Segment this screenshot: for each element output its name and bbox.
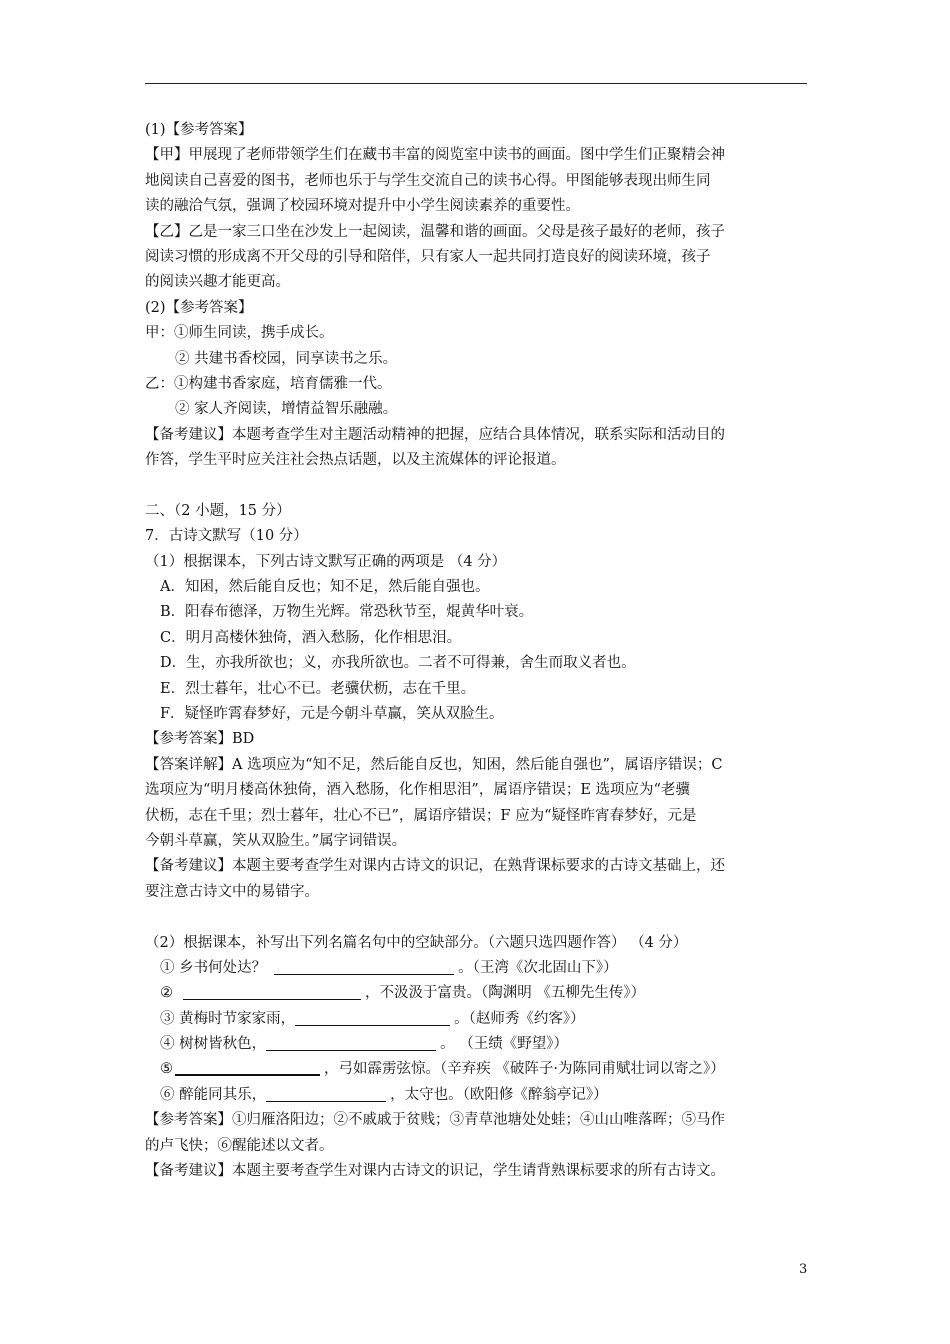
option-b: B．阳春布德泽，万物生光辉。常恐秋节至，焜黄华叶衰。: [160, 604, 534, 621]
option-f: F．疑怪昨霄春梦好，元是今朝斗草赢，笑从双脸生。: [160, 705, 504, 722]
explain-line: 选项应为“明月楼高休独倚，酒入愁肠，化作相思泪”，属语序错误；E 选项应为“老骥: [145, 782, 690, 799]
fill-prefix: ②: [160, 985, 173, 1002]
section-heading: 二、（2 小题，15 分）: [145, 502, 291, 519]
jia-answer-1: 甲：①师生同读，携手成长。: [145, 325, 334, 342]
advice-line: 作答，学生平时应关注社会热点话题，以及主流媒体的评论报道。: [145, 452, 566, 469]
fill-suffix: ，弓如霹雳弦惊。（辛弃疾 《破阵子·为陈同甫赋壮词以寄之》）: [324, 1061, 725, 1078]
fill-blank[interactable]: [266, 1034, 436, 1051]
jia-answer-2: ② 共建书香校园，同享读书之乐。: [175, 350, 398, 367]
q6-answer2-heading: (2)【参考答案】: [145, 299, 253, 316]
q7-sub1-prompt: （1）根据课本，下列古诗文默写正确的两项是 （4 分）: [145, 553, 507, 570]
fill-prefix: ⑥ 醉能同其乐，: [160, 1086, 267, 1103]
spacer: [145, 473, 815, 498]
q7-sub2-prompt: （2）根据课本，补写出下列名篇名句中的空缺部分。（六题只选四题作答） （4 分）: [145, 934, 688, 951]
yi-line: 的阅读兴趣才能更高。: [145, 274, 290, 291]
fill-blank[interactable]: [175, 1058, 320, 1076]
fill-suffix: 。（赵师秀《约客》）: [454, 1010, 585, 1027]
fill-prefix: ③ 黄梅时节家家雨，: [160, 1010, 296, 1027]
answer-bd: 【参考答案】BD: [145, 731, 255, 748]
fill-suffix: ，太守也。（欧阳修《醉翁亭记》）: [390, 1086, 608, 1103]
yi-line: 【乙】乙是一家三口坐在沙发上一起阅读，温馨和谐的画面。父母是孩子最好的老师，孩子: [145, 223, 725, 240]
answer-line: 【参考答案】①归雁洛阳边；②不戚戚于贫贱；③青草池塘处处蛙；④山山唯落晖；⑤马作: [145, 1112, 725, 1129]
fill-prefix: ④ 树树皆秋色，: [160, 1036, 267, 1053]
fill-blank[interactable]: [183, 983, 361, 1000]
fill-item-2: [145, 981, 815, 1006]
fill-blank[interactable]: [295, 1009, 450, 1026]
jia-line: 【甲】甲展现了老师带领学生们在藏书丰富的阅览室中读书的画面。图中学生们正聚精会神: [145, 147, 725, 164]
advice-line: 【备考建议】本题主要考查学生对课内古诗文的识记，学生请背熟课标要求的所有古诗文。: [145, 1163, 725, 1180]
explain-line: 伏枥，志在千里；烈士暮年，壮心不已”，属语序错误；F 应为“疑怪昨宵春梦好，元是: [145, 807, 697, 824]
fill-prefix: ① 乡书何处达？: [160, 959, 267, 976]
fill-item-3: [145, 1007, 815, 1032]
option-d: D．生，亦我所欲也；义，亦我所欲也。二者不可得兼，舍生而取义者也。: [160, 655, 636, 672]
q6-answer1-heading: (1)【参考答案】: [145, 122, 253, 138]
fill-prefix: ⑤: [160, 1061, 173, 1078]
yi-answer-1: 乙：①构建书香家庭，培育儒雅一代。: [145, 375, 392, 392]
advice-line: 【备考建议】本题考查学生对主题活动精神的把握，应结合具体情况，联系实际和活动目的: [145, 426, 725, 443]
yi-answer-2: ② 家人齐阅读，增情益智乐融融。: [175, 401, 398, 418]
fill-suffix: 。 （王绩《野望》）: [440, 1036, 568, 1053]
option-a: A．知困，然后能自反也；知不足，然后能自强也。: [160, 579, 490, 596]
fill-blank[interactable]: [266, 1085, 386, 1102]
fill-item-6: [145, 1083, 815, 1108]
option-c: C．明月高楼休独倚，酒入愁肠，化作相思泪。: [160, 629, 462, 646]
q7-title: 7．古诗文默写（10 分）: [145, 528, 308, 545]
answer-line: 的卢飞快；⑥醒能述以文者。: [145, 1137, 334, 1154]
header-rule: [145, 83, 807, 84]
spacer: [145, 905, 815, 930]
fill-blank[interactable]: [274, 958, 454, 975]
advice-line: 要注意古诗文中的易错字。: [145, 883, 319, 900]
fill-suffix: 。（王湾《次北固山下》）: [458, 959, 618, 976]
fill-item-4: [145, 1032, 815, 1057]
yi-line: 阅读习惯的形成离不开父母的引导和陪伴，只有家人一起共同打造良好的阅读环境，孩子: [145, 248, 711, 265]
fill-suffix: ，不汲汲于富贵。（陶渊明 《五柳先生传》）: [365, 985, 646, 1002]
option-e: E．烈士暮年，壮心不已。老骥伏枥，志在千里。: [160, 680, 476, 697]
jia-line: 读的融洽气氛，强调了校园环境对提升中小学生阅读素养的重要性。: [145, 198, 580, 215]
explain-line: 今朝斗草赢，笑从双脸生。”属字词错误。: [145, 832, 407, 849]
page-number: 3: [799, 1262, 808, 1277]
jia-line: 地阅读自己喜爱的图书，老师也乐于与学生交流自己的读书心得。甲图能够表现出师生同: [145, 172, 711, 189]
fill-item-1: [145, 956, 815, 981]
explain-line: 【答案详解】A 选项应为“知不足，然后能自反也，知困，然后能自强也”，属语序错误；C: [145, 756, 723, 773]
page-body: [145, 118, 815, 1184]
advice-line: 【备考建议】本题主要考查学生对课内古诗文的识记，在熟背课标要求的古诗文基础上，还: [145, 858, 725, 875]
fill-item-5: [145, 1057, 815, 1082]
